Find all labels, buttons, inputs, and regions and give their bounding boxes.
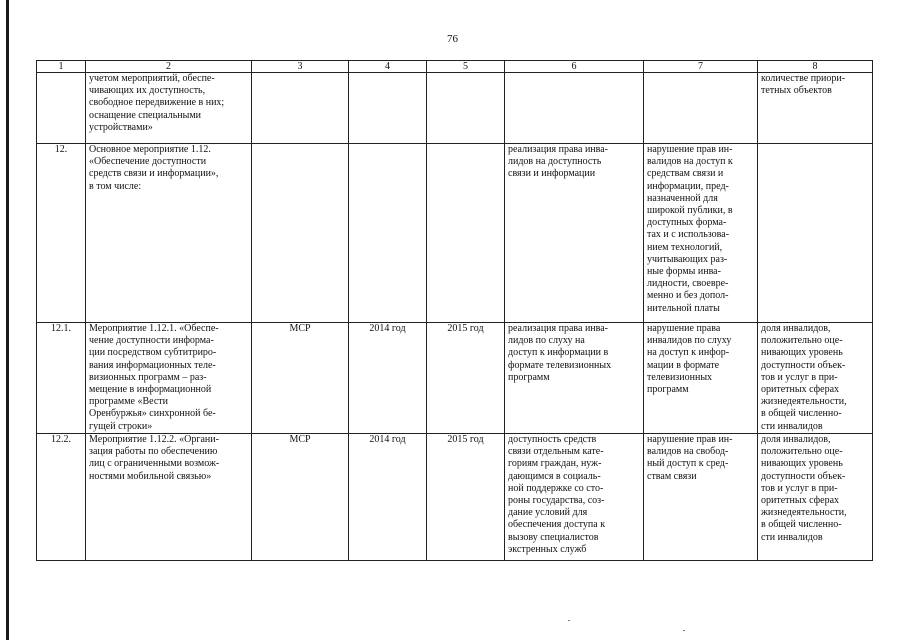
executor-cell: МСР (252, 434, 349, 561)
executor-cell: МСР (252, 323, 349, 434)
end-year-cell (427, 73, 505, 144)
consequences-cell (644, 73, 758, 144)
table-row (37, 73, 873, 144)
measures-table (36, 60, 873, 561)
scan-speck (683, 630, 685, 631)
column-number-header: 7 (644, 61, 758, 73)
end-year-cell (427, 144, 505, 323)
end-year-cell: 2015 год (427, 323, 505, 434)
consequences-cell: нарушение права инвалидов по слуху на доступ к инфор- мации в формате телевизионных программ (644, 323, 758, 434)
row-number-cell: 12.1. (37, 323, 86, 434)
table-row (37, 144, 873, 323)
indicator-cell: количестве приори- тетных объектов (758, 73, 873, 144)
measure-name-cell: учетом мероприятий, обеспе- чивающих их доступность, свободное передвижение в них; оснащение специальными устройствами» (86, 73, 252, 144)
column-number-header: 3 (252, 61, 349, 73)
row-number-cell: 12. (37, 144, 86, 323)
row-number-cell (37, 73, 86, 144)
expected-result-cell: реализация права инва- лидов по слуху на доступ к информации в формате телевизионных программ (505, 323, 644, 434)
table-header-row (37, 61, 873, 73)
consequences-cell: нарушение прав ин- валидов на доступ к средствам связи и информации, пред- назначенной для широкой публики, в доступных форма- тах и с использова- нием технологий, учитывающих раз- ные формы инва- лидности, своевре- менно и без допол- нительной платы (644, 144, 758, 323)
measure-name-cell: Основное мероприятие 1.12. «Обеспечение доступности средств связи и информации», в том числе: (86, 144, 252, 323)
scan-edge-line (6, 0, 9, 640)
indicator-cell (758, 144, 873, 323)
expected-result-cell (505, 73, 644, 144)
column-number-header: 8 (758, 61, 873, 73)
page-number: 76 (447, 33, 458, 45)
measure-name-cell: Мероприятие 1.12.2. «Органи- зация работы по обеспечению лиц с ограниченными возмож- ностями мобильной связью» (86, 434, 252, 561)
start-year-cell: 2014 год (349, 434, 427, 561)
column-number-header: 1 (37, 61, 86, 73)
row-number-cell: 12.2. (37, 434, 86, 561)
start-year-cell (349, 73, 427, 144)
column-number-header: 4 (349, 61, 427, 73)
column-number-header: 2 (86, 61, 252, 73)
executor-cell (252, 144, 349, 323)
start-year-cell (349, 144, 427, 323)
consequences-cell: нарушение прав ин- валидов на свобод- ный доступ к сред- ствам связи (644, 434, 758, 561)
indicator-cell: доля инвалидов, положительно оце- нивающих уровень доступности объек- тов и услуг в при- оритетных сферах жизнедеятельности, в общей численно- сти инвалидов (758, 434, 873, 561)
indicator-cell: доля инвалидов, положительно оце- нивающих уровень доступности объек- тов и услуг в при- оритетных сферах жизнедеятельности, в общей численно- сти инвалидов (758, 323, 873, 434)
measure-name-cell: Мероприятие 1.12.1. «Обеспе- чение доступности информа- ции посредством субтитриро- вания информационных теле- визионных программ – раз- мещение в информационной программе «Вести Оренбуржья» синхронной бе- гущей строки» (86, 323, 252, 434)
executor-cell (252, 73, 349, 144)
expected-result-cell: доступность средств связи отдельным кате- гориям граждан, нуж- дающимся в социаль- ной поддержке со сто- роны государства, соз- дание условий для обеспечения доступа к вызову специалистов экстренных служб (505, 434, 644, 561)
table-row (37, 323, 873, 434)
table-row (37, 434, 873, 561)
expected-result-cell: реализация права инва- лидов на доступность связи и информации (505, 144, 644, 323)
scan-speck (568, 620, 570, 621)
end-year-cell: 2015 год (427, 434, 505, 561)
start-year-cell: 2014 год (349, 323, 427, 434)
column-number-header: 6 (505, 61, 644, 73)
column-number-header: 5 (427, 61, 505, 73)
